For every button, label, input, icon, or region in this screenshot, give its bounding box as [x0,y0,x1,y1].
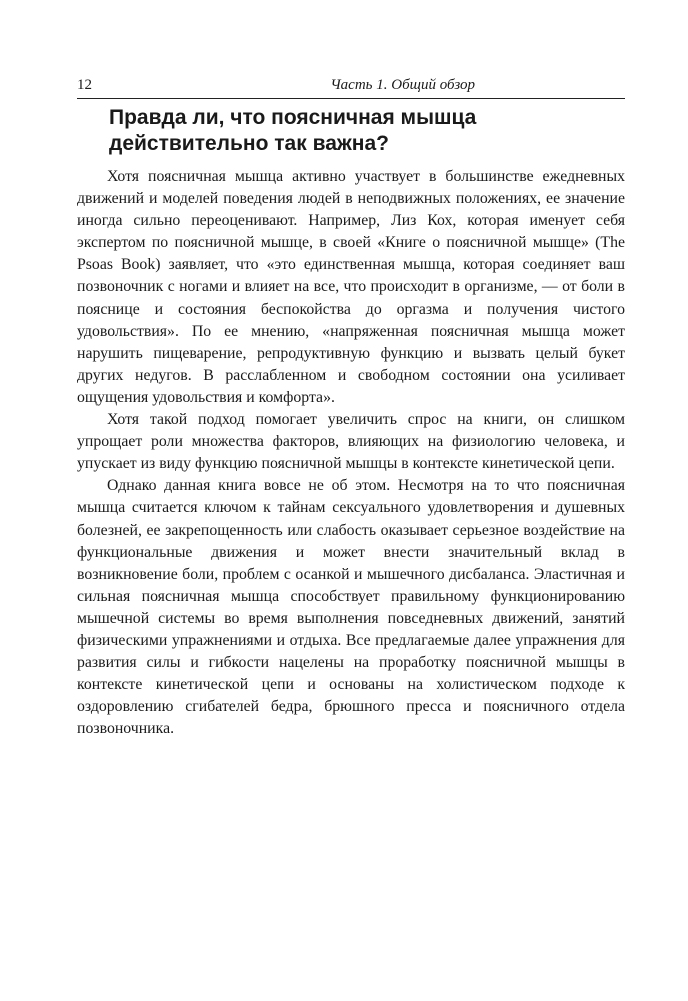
chapter-title: Часть 1. Общий обзор [330,77,475,93]
book-page [77,72,625,740]
section-heading-line-1: Правда ли, что поясничная мышца [109,106,477,129]
paragraph: Хотя такой подход помогает увеличить спрос на книги, он слишком упрощает роли множества факторов, влияющих на физиологию человека, и упускает из виду функцию поясничной мышцы в контексте кинетической цепи. [77,411,625,473]
paragraph: Хотя поясничная мышца активно участвует в большинстве ежедневных движений и моделей поведения людей в неподвижных положениях, ее значение иногда сильно переоценивают. Например, Лиз Кох, которая именует себя экспертом по поясничной мышце, в своей «Книге о поясничной мышце» (The Psoas Book) заявляет, что «это единственная мышца, которая соединяет ваш позвоночник с ногами и влияет на все, что происходит в организме, — от боли в пояснице и состояния беспокойства до оргазма и получения чистого удовольствия». По ее мнению, «напряженная поясничная мышца может нарушить пищеварение, репродуктивную функцию и вызвать целый букет других недугов. В расслабленном и свободном состоянии она усиливает ощущения удовольствия и комфорта». [77,168,625,406]
page-number: 12 [77,77,92,93]
body-text [77,166,625,740]
running-head [77,72,625,99]
paragraph: Однако данная книга вовсе не об этом. Несмотря на то что поясничная мышца считается ключом к тайнам сексуального удовлетворения и душевных болезней, ее закрепощенность или слабость оказывает серьезное воздействие на функциональные движения и может внести значительный вклад в возникновение боли, проблем с осанкой и мышечного дисбаланса. Эластичная и сильная поясничная мышца способствует правильному функционированию мышечной системы во время выполнения повседневных движений, занятий физическими упражнениями и отдыха. Все предлагаемые далее упражнения для развития силы и гибкости нацелены на проработку поясничной мышцы в контексте кинетической цепи и основаны на холистическом подходе к оздоровлению сгибателей бедра, брюшного пресса и поясничного отдела позвоночника. [77,477,625,738]
section-heading [109,105,625,157]
section-heading-line-2: действительно так важна? [109,132,389,155]
